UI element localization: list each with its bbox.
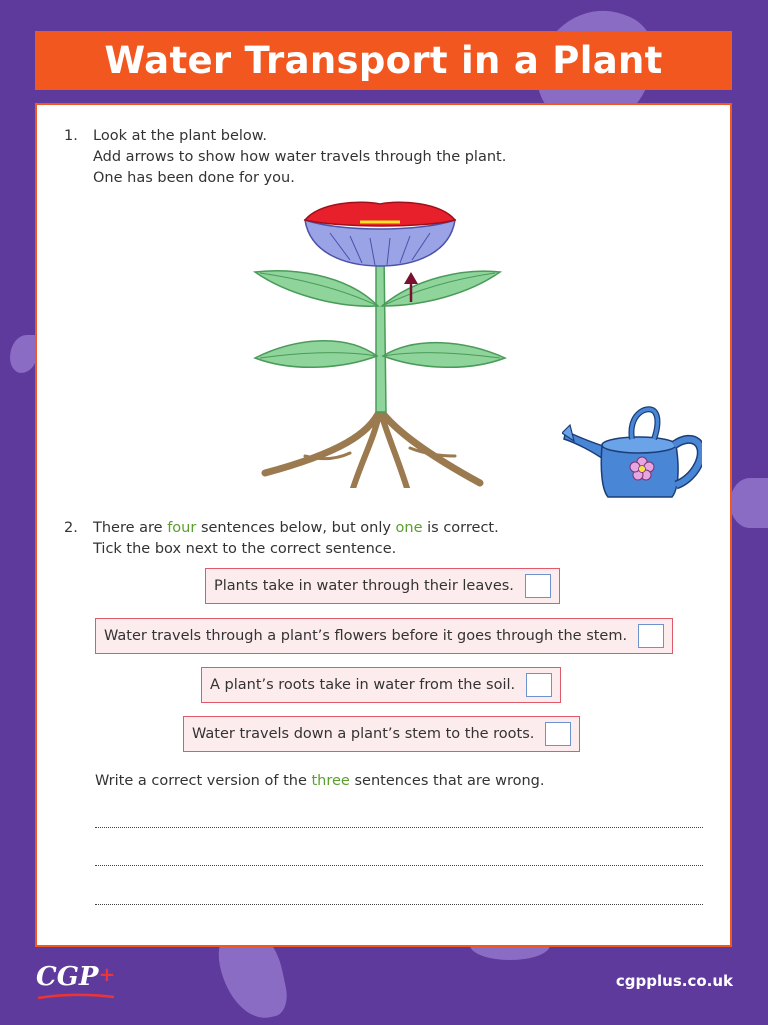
sentence-option-2: [95, 618, 673, 654]
text-run: sentences below, but only: [196, 520, 396, 536]
highlight-word: four: [167, 520, 197, 536]
cgp-logo: [36, 962, 115, 992]
page-title: Water Transport in a Plant: [104, 39, 663, 82]
worksheet: [35, 103, 732, 947]
sentence-text: Plants take in water through their leaves.: [214, 578, 514, 594]
tick-box[interactable]: [526, 673, 552, 697]
logo-swoosh-icon: [36, 992, 116, 1002]
sentence-option-1: [205, 568, 560, 604]
text-run: Write a correct version of the: [95, 773, 312, 789]
plant-illustration: [250, 198, 510, 488]
text-run: sentences that are wrong.: [349, 773, 545, 789]
logo-plus: +: [98, 962, 116, 986]
sentence-text: A plant’s roots take in water from the soil.: [210, 677, 516, 693]
title-banner: [35, 31, 732, 90]
question-line: One has been done for you.: [93, 170, 295, 186]
highlight-word: three: [311, 773, 350, 789]
bg-petal: [10, 335, 38, 373]
write-prompt: [95, 773, 544, 789]
text-run: There are: [93, 520, 168, 536]
tick-box[interactable]: [545, 722, 571, 746]
question-line: [93, 518, 499, 539]
tick-box[interactable]: [525, 574, 551, 598]
answer-line[interactable]: [95, 904, 703, 905]
highlight-word: one: [395, 520, 423, 536]
answer-line[interactable]: [95, 827, 703, 828]
text-run: is correct.: [422, 520, 499, 536]
logo-text: CGP: [36, 962, 99, 992]
sentence-option-3: [201, 667, 561, 703]
bg-petal: [730, 478, 768, 528]
website-url[interactable]: cgpplus.co.uk: [615, 972, 733, 990]
watering-can-illustration: [562, 405, 702, 505]
sentence-option-4: [183, 716, 580, 752]
question-number: 1.: [64, 128, 78, 144]
sentence-text: Water travels through a plant’s flowers before it goes through the stem.: [104, 628, 628, 644]
sentence-text: Water travels down a plant’s stem to the roots.: [192, 726, 535, 742]
question-line: Tick the box next to the correct sentence.: [93, 541, 397, 557]
answer-line[interactable]: [95, 865, 703, 866]
question-line: Look at the plant below.: [93, 128, 267, 144]
question-number: 2.: [64, 520, 78, 536]
question-line: Add arrows to show how water travels through the plant.: [93, 149, 507, 165]
tick-box[interactable]: [638, 624, 664, 648]
